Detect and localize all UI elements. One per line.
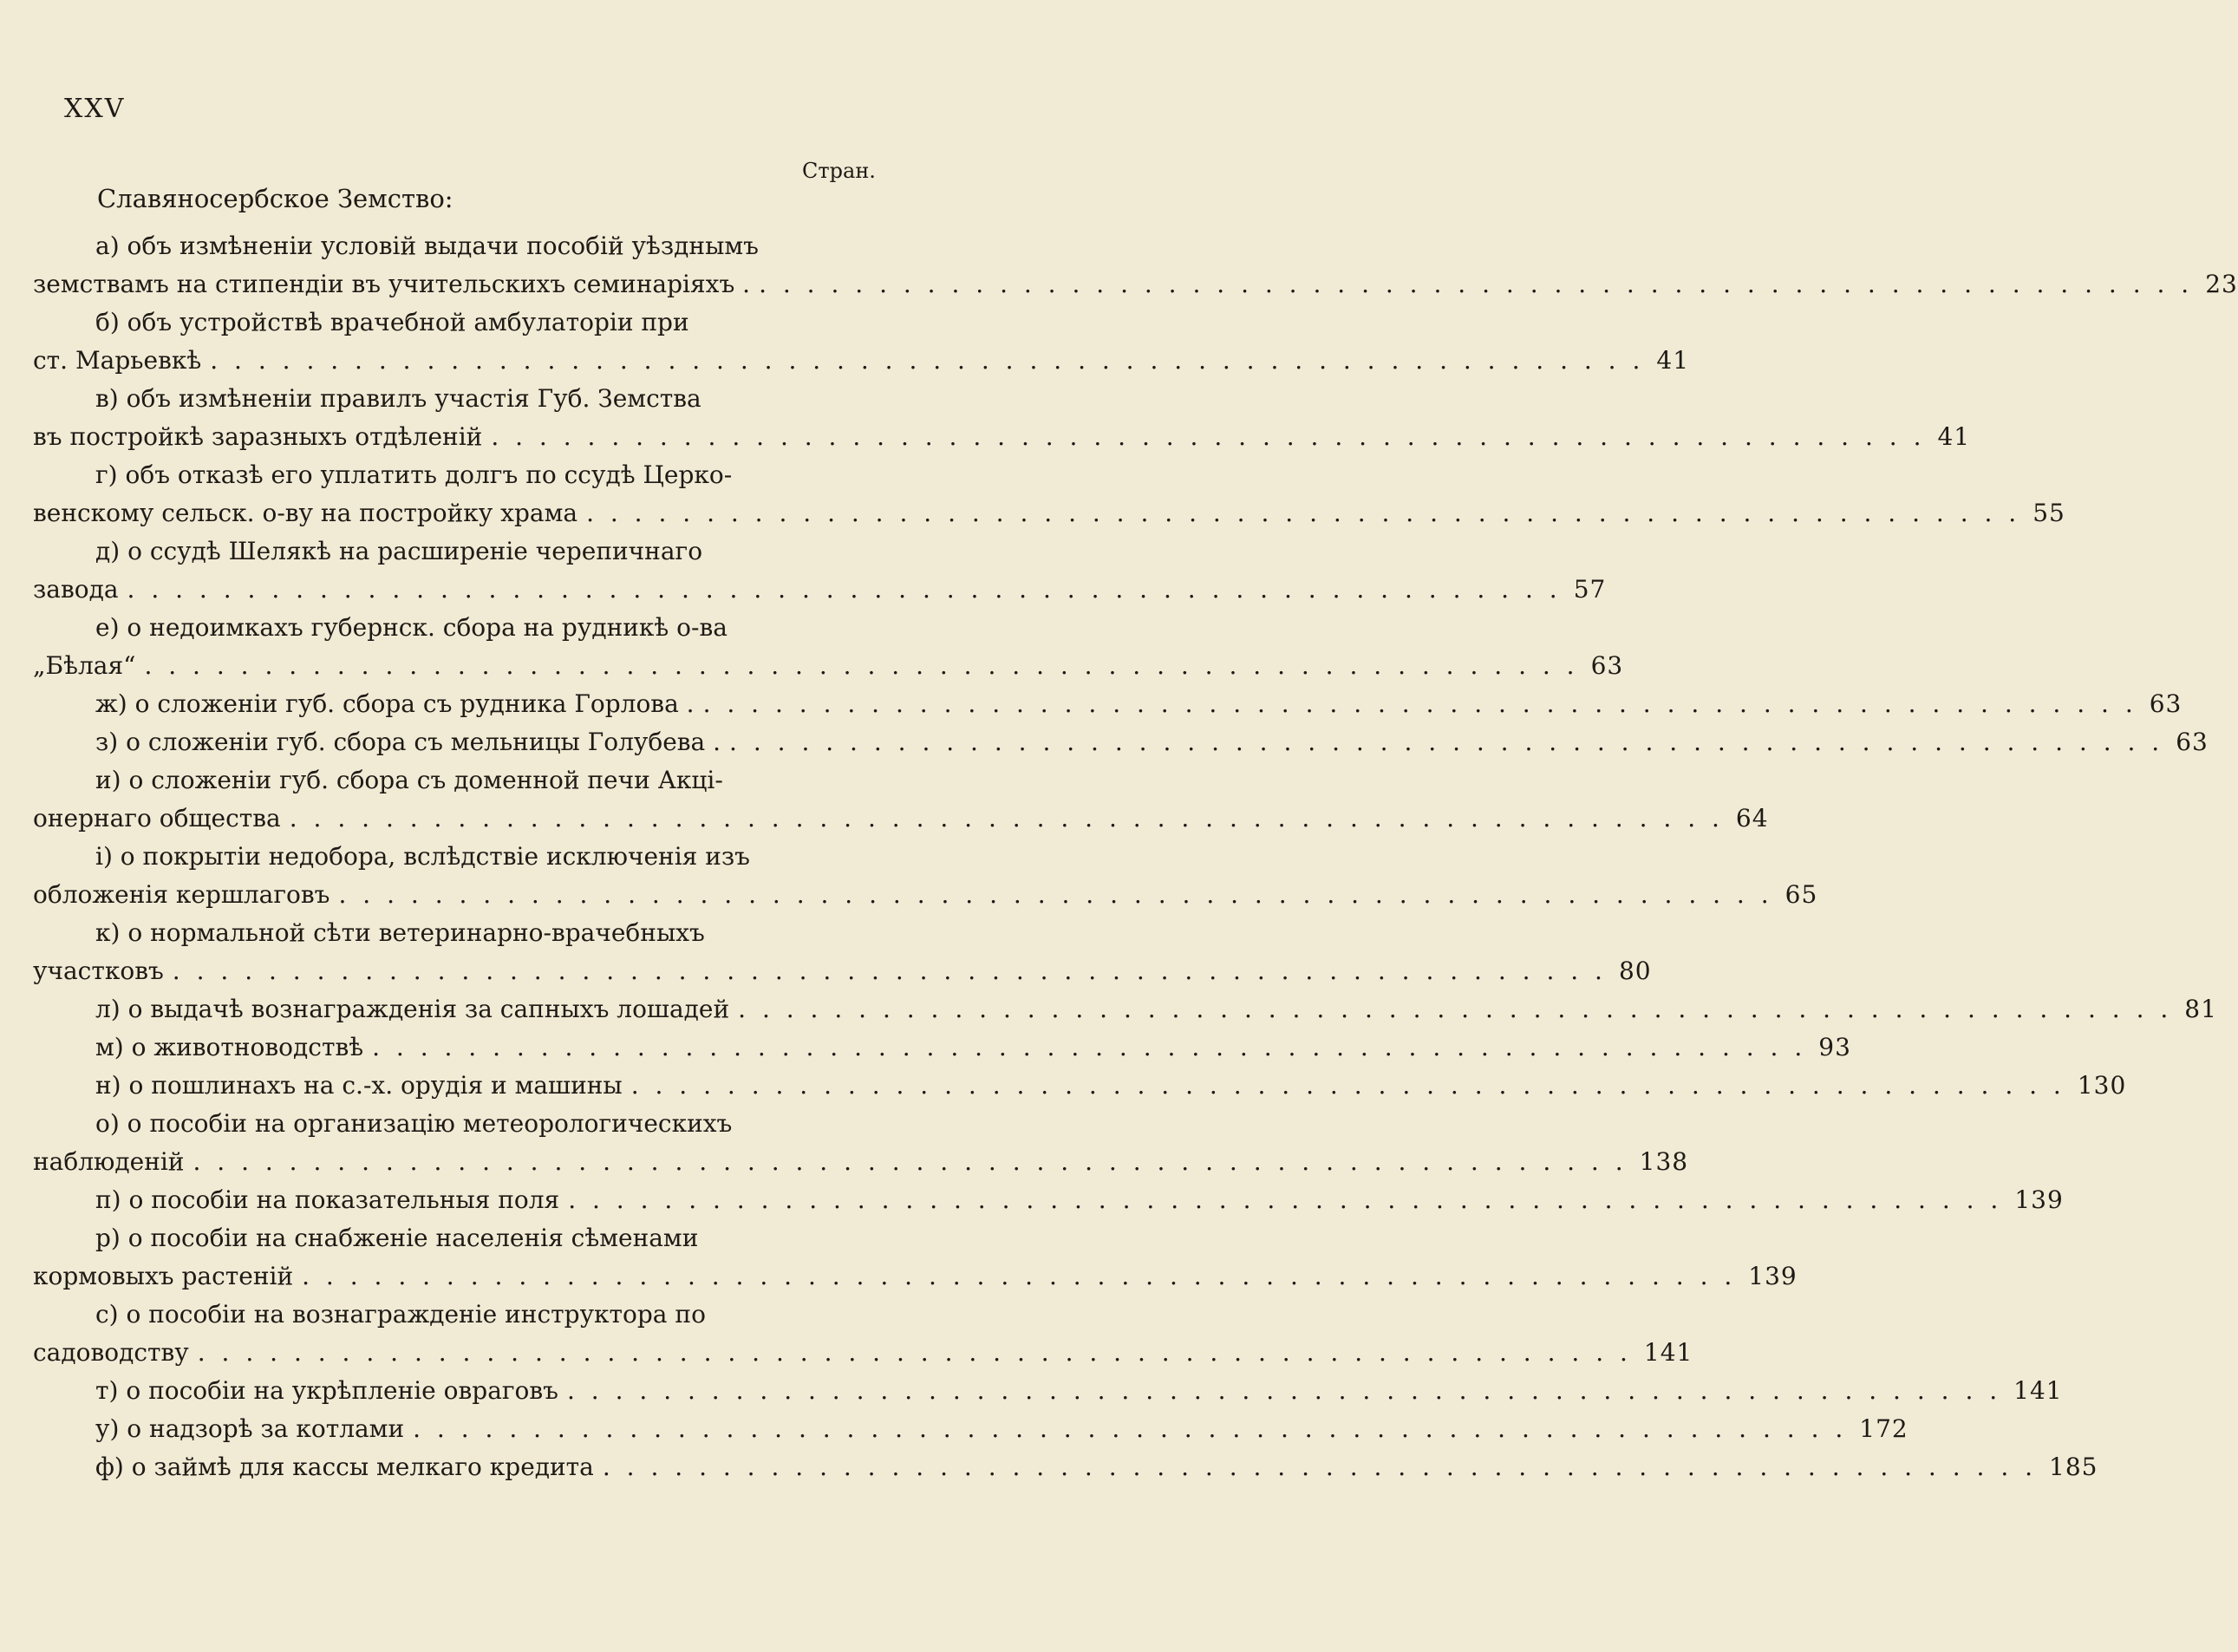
toc-entry-text: ст. Марьевкѣ [33,346,202,375]
page-number: 64 [1735,804,1769,833]
toc-entry [33,838,1818,914]
page-number: 63 [2149,689,2183,718]
page-number: 57 [1573,575,1607,604]
page-number: 141 [2013,1376,2063,1405]
dot-leader: . . . . . . . . . . . . . . . . . . . . . . . . . . . . . . . . . . . . . . . . . . . . . . . . . . . . . . . . . . . . [413,1414,1848,1443]
toc-entry-text: у) о надзорѣ за котлами [95,1414,405,1443]
toc-entry [33,609,1624,685]
toc-entry-line [33,761,909,800]
toc-entry [33,685,2183,723]
toc-entry-text: а) объ измѣненіи условій выдачи пособій уѣзднымъ [95,232,759,260]
page-number: 63 [1590,651,1624,680]
toc-entry-text: земствамъ на стипендіи въ учительскихъ семинаріяхъ . [33,270,751,298]
toc-entry-line [33,914,909,952]
page-column-header: Стран. [802,159,876,183]
dot-leader: . . . . . . . . . . . . . . . . . . . . . . . . . . . . . . . . . . . . . . . . . . . . . . . . . . . . . . . . . . . . [172,957,1607,985]
toc-entry-line [33,532,909,571]
page-number: 130 [2077,1071,2127,1100]
page-number: 185 [2049,1453,2098,1481]
toc-entry-text: л) о выдачѣ вознагражденія за сапныхъ лошадей [95,995,730,1023]
toc-entry [33,456,2065,532]
toc-entry-line [33,380,909,418]
dot-leader: . . . . . . . . . . . . . . . . . . . . . . . . . . . . . . . . . . . . . . . . . . . . . . . . . . . . . . . . . . . . [586,499,2021,527]
toc-entry-last-line [33,418,1971,456]
toc-entry [33,304,1690,380]
dot-leader: . . . . . . . . . . . . . . . . . . . . . . . . . . . . . . . . . . . . . . . . . . . . . . . . . . . . . . . . . . . . [338,880,1773,909]
toc-entry-text: т) о пособіи на укрѣпленіе овраговъ [95,1376,558,1405]
toc-entry [33,1296,1693,1372]
toc-entry-line [33,1105,909,1143]
toc-entry-text: въ постройкѣ заразныхъ отдѣленій [33,422,483,451]
dot-leader: . . . . . . . . . . . . . . . . . . . . . . . . . . . . . . . . . . . . . . . . . . . . . . . . . . . . . . . . . . . . [192,1147,1628,1176]
toc-entry-last-line [33,342,1690,380]
toc-entry-text: б) объ устройствѣ врачебной амбулаторіи при [95,308,689,336]
section-title: Славяносербское Земство: [97,184,453,213]
dot-leader: . . . . . . . . . . . . . . . . . . . . . . . . . . . . . . . . . . . . . . . . . . . . . . . . . . . . . . . . . . . . [602,1453,2038,1481]
toc-entry [33,990,2217,1028]
dot-leader: . . . . . . . . . . . . . . . . . . . . . . . . . . . . . . . . . . . . . . . . . . . . . . . . . . . . . . . . . . . . [302,1262,1737,1290]
toc-entry-last-line [33,723,2209,761]
page-number: 80 [1618,957,1652,985]
toc-entry-text: обложенія кершлаговъ [33,880,330,909]
toc-entry-last-line [33,265,2238,304]
toc-entry-text: онернаго общества [33,804,281,833]
toc-entry-last-line [33,1448,2098,1486]
page-number: 23 [2205,270,2238,298]
toc-entry-text: кормовыхъ растеній [33,1262,294,1290]
dot-leader: . . . . . . . . . . . . . . . . . . . . . . . . . . . . . . . . . . . . . . . . . . . . . . . . . . . . . . . . . . . . [289,804,1724,833]
toc-entry-text: и) о сложеніи губ. сбора съ доменной печи Акці- [95,766,723,794]
toc-entry-last-line [33,1181,2064,1219]
dot-leader: . . . . . . . . . . . . . . . . . . . . . . . . . . . . . . . . . . . . . . . . . . . . . . . . . . . . . . . . . . . . [630,1071,2065,1100]
page-number: 93 [1818,1033,1851,1061]
dot-leader: . . . . . . . . . . . . . . . . . . . . . . . . . . . . . . . . . . . . . . . . . . . . . . . . . . . . . . . . . . . . [759,270,2194,298]
page-number: 55 [2032,499,2065,527]
toc-entry-text: о) о пособіи на организацію метеорологическихъ [95,1109,733,1138]
toc-entry-last-line [33,1143,1689,1181]
toc-entry-line [33,304,909,342]
dot-leader: . . . . . . . . . . . . . . . . . . . . . . . . . . . . . . . . . . . . . . . . . . . . . . . . . . . . . . . . . . . . [372,1033,1807,1061]
toc-entry-line [33,1296,909,1334]
toc-entries [33,227,2238,1486]
page-folio: XXV [64,94,126,124]
toc-entry-text: д) о ссудѣ Шелякѣ на расширеніе черепичнаго [95,537,703,565]
toc-entry-text: наблюденій [33,1147,185,1176]
toc-entry [33,380,1971,456]
dot-leader: . . . . . . . . . . . . . . . . . . . . . . . . . . . . . . . . . . . . . . . . . . . . . . . . . . . . . . . . . . . . [567,1376,2002,1405]
toc-entry-text: к) о нормальной сѣти ветеринарно-врачебныхъ [95,918,705,947]
toc-entry-last-line [33,1334,1693,1372]
toc-entry-text: п) о пособіи на показательныя поля [95,1185,560,1214]
toc-entry [33,1410,1908,1448]
toc-entry-last-line [33,800,1769,838]
toc-entry-last-line [33,990,2217,1028]
dot-leader: . . . . . . . . . . . . . . . . . . . . . . . . . . . . . . . . . . . . . . . . . . . . . . . . . . . . . . . . . . . . [729,728,2164,756]
toc-entry-line [33,609,909,647]
toc-entry [33,532,1607,609]
toc-entry-last-line [33,1028,1851,1067]
toc-entry-text: г) объ отказѣ его уплатить долгъ по ссудѣ Церко- [95,460,733,489]
toc-entry-text: н) о пошлинахъ на с.-х. орудія и машины [95,1071,623,1100]
dot-leader: . . . . . . . . . . . . . . . . . . . . . . . . . . . . . . . . . . . . . . . . . . . . . . . . . . . . . . . . . . . . [197,1338,1632,1367]
toc-entry-last-line [33,952,1652,990]
toc-entry [33,1028,1851,1067]
toc-entry-text: „Бѣлая“ [33,651,136,680]
toc-entry [33,1067,2127,1105]
toc-entry-text: с) о пособіи на вознагражденіе инструктора по [95,1300,706,1329]
toc-entry [33,1372,2063,1410]
toc-entry [33,1105,1689,1181]
toc-entry [33,761,1769,838]
dot-leader: . . . . . . . . . . . . . . . . . . . . . . . . . . . . . . . . . . . . . . . . . . . . . . . . . . . . . . . . . . . . [210,346,1645,375]
page-number: 41 [1937,422,1971,451]
page-number: 141 [1643,1338,1693,1367]
toc-entry-text: р) о пособіи на снабженіе населенія сѣменами [95,1224,699,1252]
toc-entry-last-line [33,685,2183,723]
toc-entry-text: м) о животноводствѣ [95,1033,364,1061]
page-number: 172 [1859,1414,1908,1443]
toc-entry-line [33,456,909,494]
toc-entry-last-line [33,1372,2063,1410]
toc-entry [33,1448,2098,1486]
toc-entry-line [33,227,909,265]
page-number: 63 [2176,728,2209,756]
toc-entry-text: завода [33,575,119,604]
dot-leader: . . . . . . . . . . . . . . . . . . . . . . . . . . . . . . . . . . . . . . . . . . . . . . . . . . . . . . . . . . . . [738,995,2173,1023]
toc-entry-text: е) о недоимкахъ губернск. сбора на рудникѣ о-ва [95,613,728,642]
toc-entry-text: венскому сельск. о-ву на постройку храма [33,499,578,527]
page-number: 138 [1639,1147,1689,1176]
dot-leader: . . . . . . . . . . . . . . . . . . . . . . . . . . . . . . . . . . . . . . . . . . . . . . . . . . . . . . . . . . . . [127,575,1562,604]
toc-entry-text: ф) о займѣ для кассы мелкаго кредита [95,1453,594,1481]
toc-entry-text: з) о сложеніи губ. сбора съ мельницы Голубева . [95,728,721,756]
toc-entry-line [33,1219,909,1257]
page-number: 139 [1748,1262,1798,1290]
dot-leader: . . . . . . . . . . . . . . . . . . . . . . . . . . . . . . . . . . . . . . . . . . . . . . . . . . . . . . . . . . . . [568,1185,2003,1214]
toc-entry-text: участковъ [33,957,164,985]
page-number: 41 [1656,346,1690,375]
toc-entry-text: в) объ измѣненіи правилъ участія Губ. Земства [95,384,701,413]
toc-entry-last-line [33,1067,2127,1105]
toc-entry [33,1181,2064,1219]
toc-entry [33,914,1652,990]
toc-entry-last-line [33,571,1607,609]
dot-leader: . . . . . . . . . . . . . . . . . . . . . . . . . . . . . . . . . . . . . . . . . . . . . . . . . . . . . . . . . . . . [144,651,1579,680]
toc-entry-text: і) о покрытіи недобора, вслѣдствіе исключенія изъ [95,842,750,871]
toc-entry [33,227,2238,304]
toc-entry-last-line [33,1257,1798,1296]
toc-entry-last-line [33,494,2065,532]
page-number: 139 [2014,1185,2064,1214]
toc-entry-line [33,838,909,876]
toc-entry-last-line [33,647,1624,685]
page-number: 65 [1785,880,1818,909]
toc-entry [33,1219,1798,1296]
toc-entry-text: ж) о сложеніи губ. сбора съ рудника Горлова . [95,689,695,718]
dot-leader: . . . . . . . . . . . . . . . . . . . . . . . . . . . . . . . . . . . . . . . . . . . . . . . . . . . . . . . . . . . . [702,689,2137,718]
dot-leader: . . . . . . . . . . . . . . . . . . . . . . . . . . . . . . . . . . . . . . . . . . . . . . . . . . . . . . . . . . . . [491,422,1926,451]
toc-entry [33,723,2209,761]
toc-entry-last-line [33,1410,1908,1448]
toc-entry-text: садоводству [33,1338,189,1367]
page-number: 81 [2184,995,2217,1023]
toc-entry-last-line [33,876,1818,914]
